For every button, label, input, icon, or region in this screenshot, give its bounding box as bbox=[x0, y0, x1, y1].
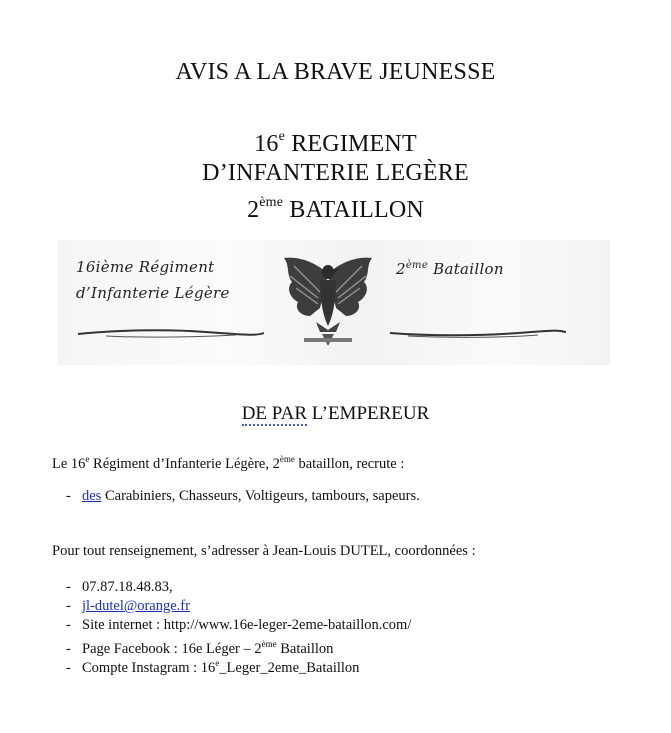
regiment-number: 16 bbox=[254, 131, 279, 157]
contact-instagram-sup: e bbox=[215, 658, 220, 668]
regiment-word: REGIMENT bbox=[285, 131, 417, 157]
contact-phone: 07.87.18.48.83, bbox=[82, 579, 173, 595]
battalion-number-sup: ème bbox=[259, 195, 284, 210]
contact-facebook-b: Bataillon bbox=[276, 640, 334, 657]
left-flourish bbox=[76, 324, 266, 342]
contact-email-link[interactable]: jl-dutel@orange.fr bbox=[82, 598, 190, 614]
contact-facebook-a: Page Facebook : 16e Léger – 2 bbox=[82, 640, 262, 657]
recruit-sup-a: e bbox=[85, 454, 90, 464]
battalion-word: BATAILLON bbox=[283, 197, 424, 223]
banner-battalion-word: Bataillon bbox=[428, 260, 504, 278]
banner-regiment-text: 16ième Régiment bbox=[76, 258, 215, 276]
eagle-emblem-icon bbox=[276, 252, 380, 352]
banner-battalion-num: 2 bbox=[396, 260, 406, 278]
recruit-text-c: bataillon, recrute : bbox=[294, 455, 405, 472]
battalion-number: 2 bbox=[247, 197, 260, 223]
contact-phone-item bbox=[66, 579, 173, 596]
regiment-number-sup: e bbox=[278, 129, 286, 144]
recruit-item-rest: Carabiniers, Chasseurs, Voltigeurs, tambours, sapeurs. bbox=[101, 488, 420, 504]
list-dash: - bbox=[66, 488, 71, 504]
list-dash: - bbox=[66, 640, 71, 657]
list-dash: - bbox=[66, 659, 71, 676]
heading-part1: DE PAR bbox=[241, 403, 307, 424]
banner-infantry-text: d’Infanterie Légère bbox=[76, 284, 230, 302]
infantry-title: D’INFANTERIE LEGÈRE bbox=[202, 160, 469, 186]
emperor-heading bbox=[0, 403, 671, 425]
battalion-title bbox=[0, 191, 671, 224]
list-dash: - bbox=[66, 579, 71, 595]
recruit-text-b: Régiment d’Infanterie Légère, 2 bbox=[89, 455, 280, 472]
recruit-item-des: des bbox=[82, 488, 102, 504]
recruit-paragraph bbox=[52, 451, 404, 473]
regiment-title bbox=[0, 125, 671, 158]
contact-email-item bbox=[66, 598, 190, 615]
contact-site: Site internet : http://www.16e-leger-2eme-bataillon.com/ bbox=[82, 617, 412, 633]
right-flourish bbox=[388, 324, 568, 342]
contact-facebook-sup: ème bbox=[261, 639, 277, 649]
list-dash: - bbox=[66, 598, 71, 614]
banner-battalion-text bbox=[396, 260, 504, 278]
regiment-banner bbox=[58, 240, 610, 365]
poster-title: AVIS A LA BRAVE JEUNESSE bbox=[175, 59, 496, 85]
contact-intro: Pour tout renseignement, s’adresser à Jean-Louis DUTEL, coordonnées : bbox=[52, 543, 476, 559]
list-dash: - bbox=[66, 617, 71, 633]
recruit-list-item bbox=[66, 488, 420, 505]
recruit-sup-b: ème bbox=[279, 454, 295, 464]
recruit-text-a: Le 16 bbox=[52, 455, 86, 472]
contact-instagram-b: _Leger_2eme_Bataillon bbox=[219, 659, 360, 676]
contact-instagram-item bbox=[66, 655, 359, 677]
contact-instagram-a: Compte Instagram : 16 bbox=[82, 659, 216, 676]
banner-battalion-sup: ème bbox=[405, 260, 429, 271]
contact-site-item bbox=[66, 617, 411, 634]
heading-part2: L’EMPEREUR bbox=[307, 403, 430, 424]
